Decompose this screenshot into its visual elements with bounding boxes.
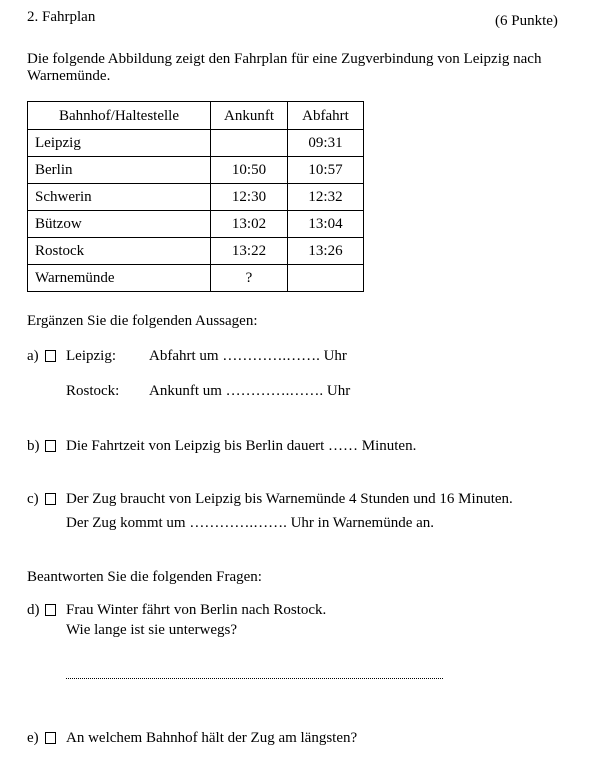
task-b-marker: b) [27,438,40,454]
task-c-checkbox[interactable] [45,493,56,505]
timetable [27,101,364,292]
station-cell: Bützow [28,211,211,238]
station-cell: Berlin [28,157,211,184]
task-a-leipzig-label: Leipzig: [66,348,116,364]
task-a-checkbox[interactable] [45,350,56,362]
header-station: Bahnhof/Haltestelle [28,102,211,130]
departure-cell [288,265,364,292]
departure-cell: 10:57 [288,157,364,184]
station-cell: Warnemünde [28,265,211,292]
table-row [28,130,364,157]
intro-line-2: Warnemünde. [27,68,111,84]
station-cell: Leipzig [28,130,211,157]
station-cell: Rostock [28,238,211,265]
task-d-checkbox[interactable] [45,604,56,616]
task-c-line-1: Der Zug braucht von Leipzig bis Warnemünde 4 Stunden und 16 Minuten. [66,491,513,507]
task-e-marker: e) [27,730,39,746]
task-a-rostock-label: Rostock: [66,383,120,399]
task-d-answer-line[interactable] [66,678,443,679]
table-row [28,184,364,211]
task-d-line-1: Frau Winter fährt von Berlin nach Rostock. [66,602,327,618]
task-c-line-2: Der Zug kommt um ………….……. Uhr in Warnemünde an. [66,515,435,531]
task-d-marker: d) [27,602,40,618]
table-row [28,238,364,265]
arrival-cell: 10:50 [211,157,288,184]
timetable-header-row [28,102,364,130]
task-c-marker: c) [27,491,39,507]
table-row [28,157,364,184]
station-cell: Schwerin [28,184,211,211]
section-heading-complete: Ergänzen Sie die folgenden Aussagen: [27,313,258,329]
arrival-cell: 13:02 [211,211,288,238]
arrival-cell: 13:22 [211,238,288,265]
header-departure: Abfahrt [288,102,364,130]
task-b-text: Die Fahrtzeit von Leipzig bis Berlin dauert …… Minuten. [66,438,417,454]
task-a-departure-text: Abfahrt um ………….……. Uhr [149,348,347,364]
arrival-cell: 12:30 [211,184,288,211]
arrival-cell [211,130,288,157]
section-heading-answer: Beantworten Sie die folgenden Fragen: [27,569,262,585]
departure-cell: 12:32 [288,184,364,211]
task-d-line-2: Wie lange ist sie unterwegs? [66,622,238,638]
departure-cell: 09:31 [288,130,364,157]
task-a-marker: a) [27,348,39,364]
header-arrival: Ankunft [211,102,288,130]
table-row [28,211,364,238]
departure-cell: 13:04 [288,211,364,238]
table-row [28,265,364,292]
points-label: (6 Punkte) [495,13,558,29]
intro-line-1: Die folgende Abbildung zeigt den Fahrplan für eine Zugverbindung von Leipzig nach [27,51,542,67]
section-title: 2. Fahrplan [27,9,96,25]
task-e-text: An welchem Bahnhof hält der Zug am längsten? [66,730,358,746]
task-a-arrival-text: Ankunft um ………….……. Uhr [149,383,351,399]
task-e-checkbox[interactable] [45,732,56,744]
task-b-checkbox[interactable] [45,440,56,452]
arrival-cell: ? [211,265,288,292]
departure-cell: 13:26 [288,238,364,265]
